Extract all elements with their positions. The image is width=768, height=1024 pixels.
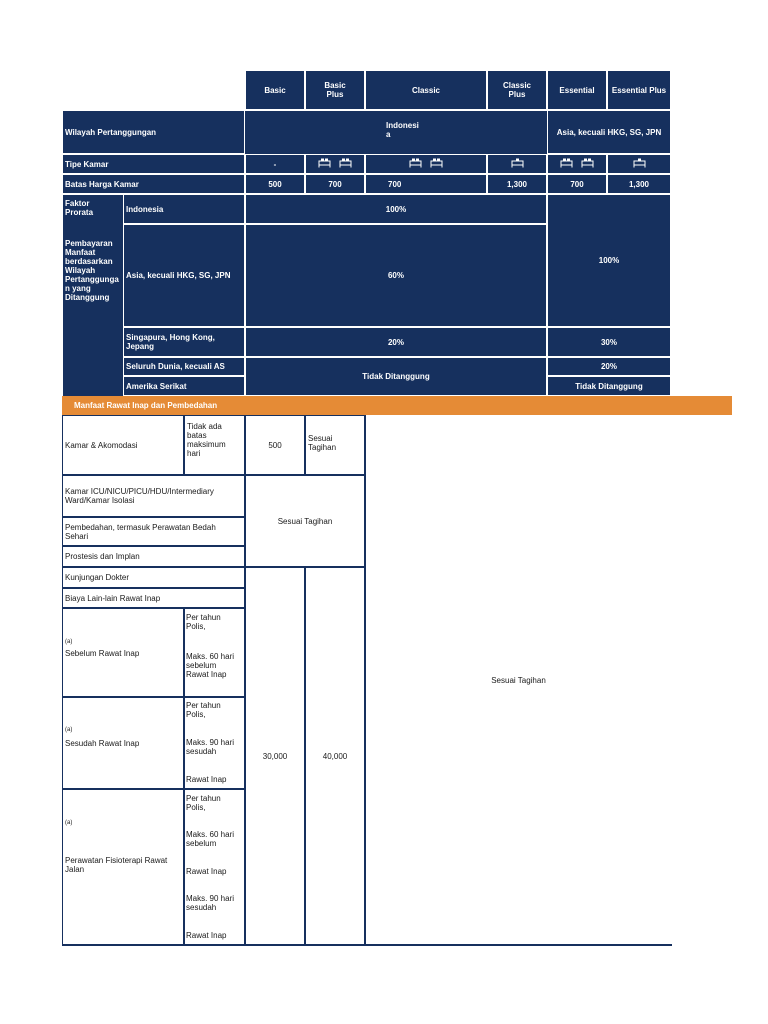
- tipe-kamar-label: Tipe Kamar: [62, 154, 245, 174]
- icu-label: Kamar ICU/NICU/PICU/HDU/Intermediary Ward/Kamar Isolasi: [62, 475, 245, 517]
- sesudah-desc-2: Maks. 90 hari sesudah: [186, 738, 235, 756]
- fisio-desc-2: Maks. 60 hari sebelum: [186, 830, 235, 848]
- faktor-prorata-label: Faktor Prorata: [65, 199, 94, 217]
- tipe-kamar-basic: -: [245, 154, 305, 174]
- kamar-akomodasi-label: Kamar & Akomodasi: [62, 415, 184, 475]
- batas-basic: 500: [245, 174, 305, 194]
- bed-icon: [581, 158, 594, 170]
- plan-basic-header: Basic: [245, 70, 305, 110]
- sebelum-label: Sebelum Rawat Inap: [65, 649, 140, 658]
- wilayah-indonesia-text: Indonesi a: [386, 121, 419, 139]
- pct-indonesia: 100%: [245, 194, 547, 224]
- kamar-basic-plus-value: Sesuai Tagihan: [305, 415, 365, 475]
- tipe-kamar-basic-plus: [305, 154, 365, 174]
- pct-asia: 60%: [245, 224, 547, 327]
- sebelum-desc-1: Per tahun Polis,: [186, 613, 221, 631]
- tipe-kamar-essential: [547, 154, 607, 174]
- batas-essential: 700: [547, 174, 607, 194]
- bed-icon: [409, 158, 422, 170]
- sesuai-tagihan-mid: Sesuai Tagihan: [245, 475, 365, 567]
- sesudah-desc-3: Rawat Inap: [186, 775, 227, 784]
- tidak-ditanggung-essential: Tidak Ditanggung: [547, 376, 671, 396]
- plan-essential-plus-header: Essential Plus: [607, 70, 671, 110]
- table-bottom-border: [62, 944, 672, 946]
- sesudah-marker: (a): [65, 727, 73, 733]
- bed-icon: [339, 158, 352, 170]
- pembayaran-label: Pembayaran Manfaat berdasarkan Wilayah Pertanggunga n yang Ditanggung: [65, 239, 119, 302]
- faktor-prorata-cell: [62, 194, 123, 396]
- pct-sg: 20%: [245, 327, 547, 357]
- sesuai-tagihan-big: Sesuai Tagihan: [365, 415, 671, 945]
- plan-classic-header: Classic: [365, 70, 487, 110]
- pembedahan-label: Pembedahan, termasuk Perawatan Bedah Sehari: [62, 517, 245, 546]
- basic-plus-combined-value: 40,000: [305, 567, 365, 945]
- plan-essential-header: Essential: [547, 70, 607, 110]
- batas-classic: 700: [365, 174, 487, 194]
- tidak-ada-batas: Tidak ada batas maksimum hari: [184, 415, 245, 475]
- sebelum-rawat-inap-cell: [62, 608, 184, 697]
- plan-classic-plus-header: Classic Plus: [487, 70, 547, 110]
- batas-essential-plus: 1,300: [607, 174, 671, 194]
- section-header-rawat-inap: Manfaat Rawat Inap dan Pembedahan: [62, 396, 732, 415]
- sebelum-desc-2: Maks. 60 hari sebelum Rawat Inap: [186, 652, 235, 679]
- fisio-desc-4: Maks. 90 hari sesudah: [186, 894, 235, 912]
- wilayah-indonesia-cell: [245, 110, 547, 154]
- plan-basic-plus-header: Basic Plus: [305, 70, 365, 110]
- region-asia: Asia, kecuali HKG, SG, JPN: [123, 224, 245, 327]
- bed-icon: [430, 158, 443, 170]
- tipe-kamar-classic: [365, 154, 487, 174]
- fisio-desc-cell: [184, 789, 245, 945]
- bed-icon: [511, 158, 524, 170]
- bed-icon: [318, 158, 331, 170]
- pct-essential-20: 20%: [547, 357, 671, 376]
- fisioterapi-cell: [62, 789, 184, 945]
- region-indonesia: Indonesia: [123, 194, 245, 224]
- fisio-desc-5: Rawat Inap: [186, 931, 227, 940]
- bed-icon: [560, 158, 573, 170]
- batas-classic-plus: 1,300: [487, 174, 547, 194]
- sesudah-label: Sesudah Rawat Inap: [65, 739, 140, 748]
- pct-essential-100: 100%: [547, 194, 671, 327]
- wilayah-label: Wilayah Pertanggungan: [62, 110, 245, 154]
- sesudah-desc-1: Per tahun Polis,: [186, 701, 221, 719]
- tipe-kamar-classic-plus: [487, 154, 547, 174]
- batas-harga-label: Batas Harga Kamar: [62, 174, 245, 194]
- sebelum-desc-cell: [184, 608, 245, 697]
- kunjungan-dokter-label: Kunjungan Dokter: [62, 567, 245, 588]
- region-sg-hk-jp: Singapura, Hong Kong, Jepang: [123, 327, 245, 357]
- region-world: Seluruh Dunia, kecuali AS: [123, 357, 245, 376]
- sebelum-marker: (a): [65, 639, 73, 645]
- sesudah-rawat-inap-cell: [62, 697, 184, 789]
- tidak-ditanggung-main: Tidak Ditanggung: [245, 357, 547, 396]
- tipe-kamar-essential-plus: [607, 154, 671, 174]
- batas-basic-plus: 700: [305, 174, 365, 194]
- fisio-desc-3: Rawat Inap: [186, 867, 227, 876]
- prostesis-label: Prostesis dan Implan: [62, 546, 245, 567]
- sesudah-desc-cell: [184, 697, 245, 789]
- fisio-marker: (a): [65, 820, 73, 826]
- wilayah-asia-cell: Asia, kecuali HKG, SG, JPN: [547, 110, 671, 154]
- kamar-basic-value: 500: [245, 415, 305, 475]
- biaya-lain-label: Biaya Lain-lain Rawat Inap: [62, 588, 245, 608]
- region-us: Amerika Serikat: [123, 376, 245, 396]
- basic-combined-value: 30,000: [245, 567, 305, 945]
- bed-icon: [633, 158, 646, 170]
- fisio-desc-1: Per tahun Polis,: [186, 794, 221, 812]
- fisio-label: Perawatan Fisioterapi Rawat Jalan: [65, 856, 168, 874]
- pct-essential-30: 30%: [547, 327, 671, 357]
